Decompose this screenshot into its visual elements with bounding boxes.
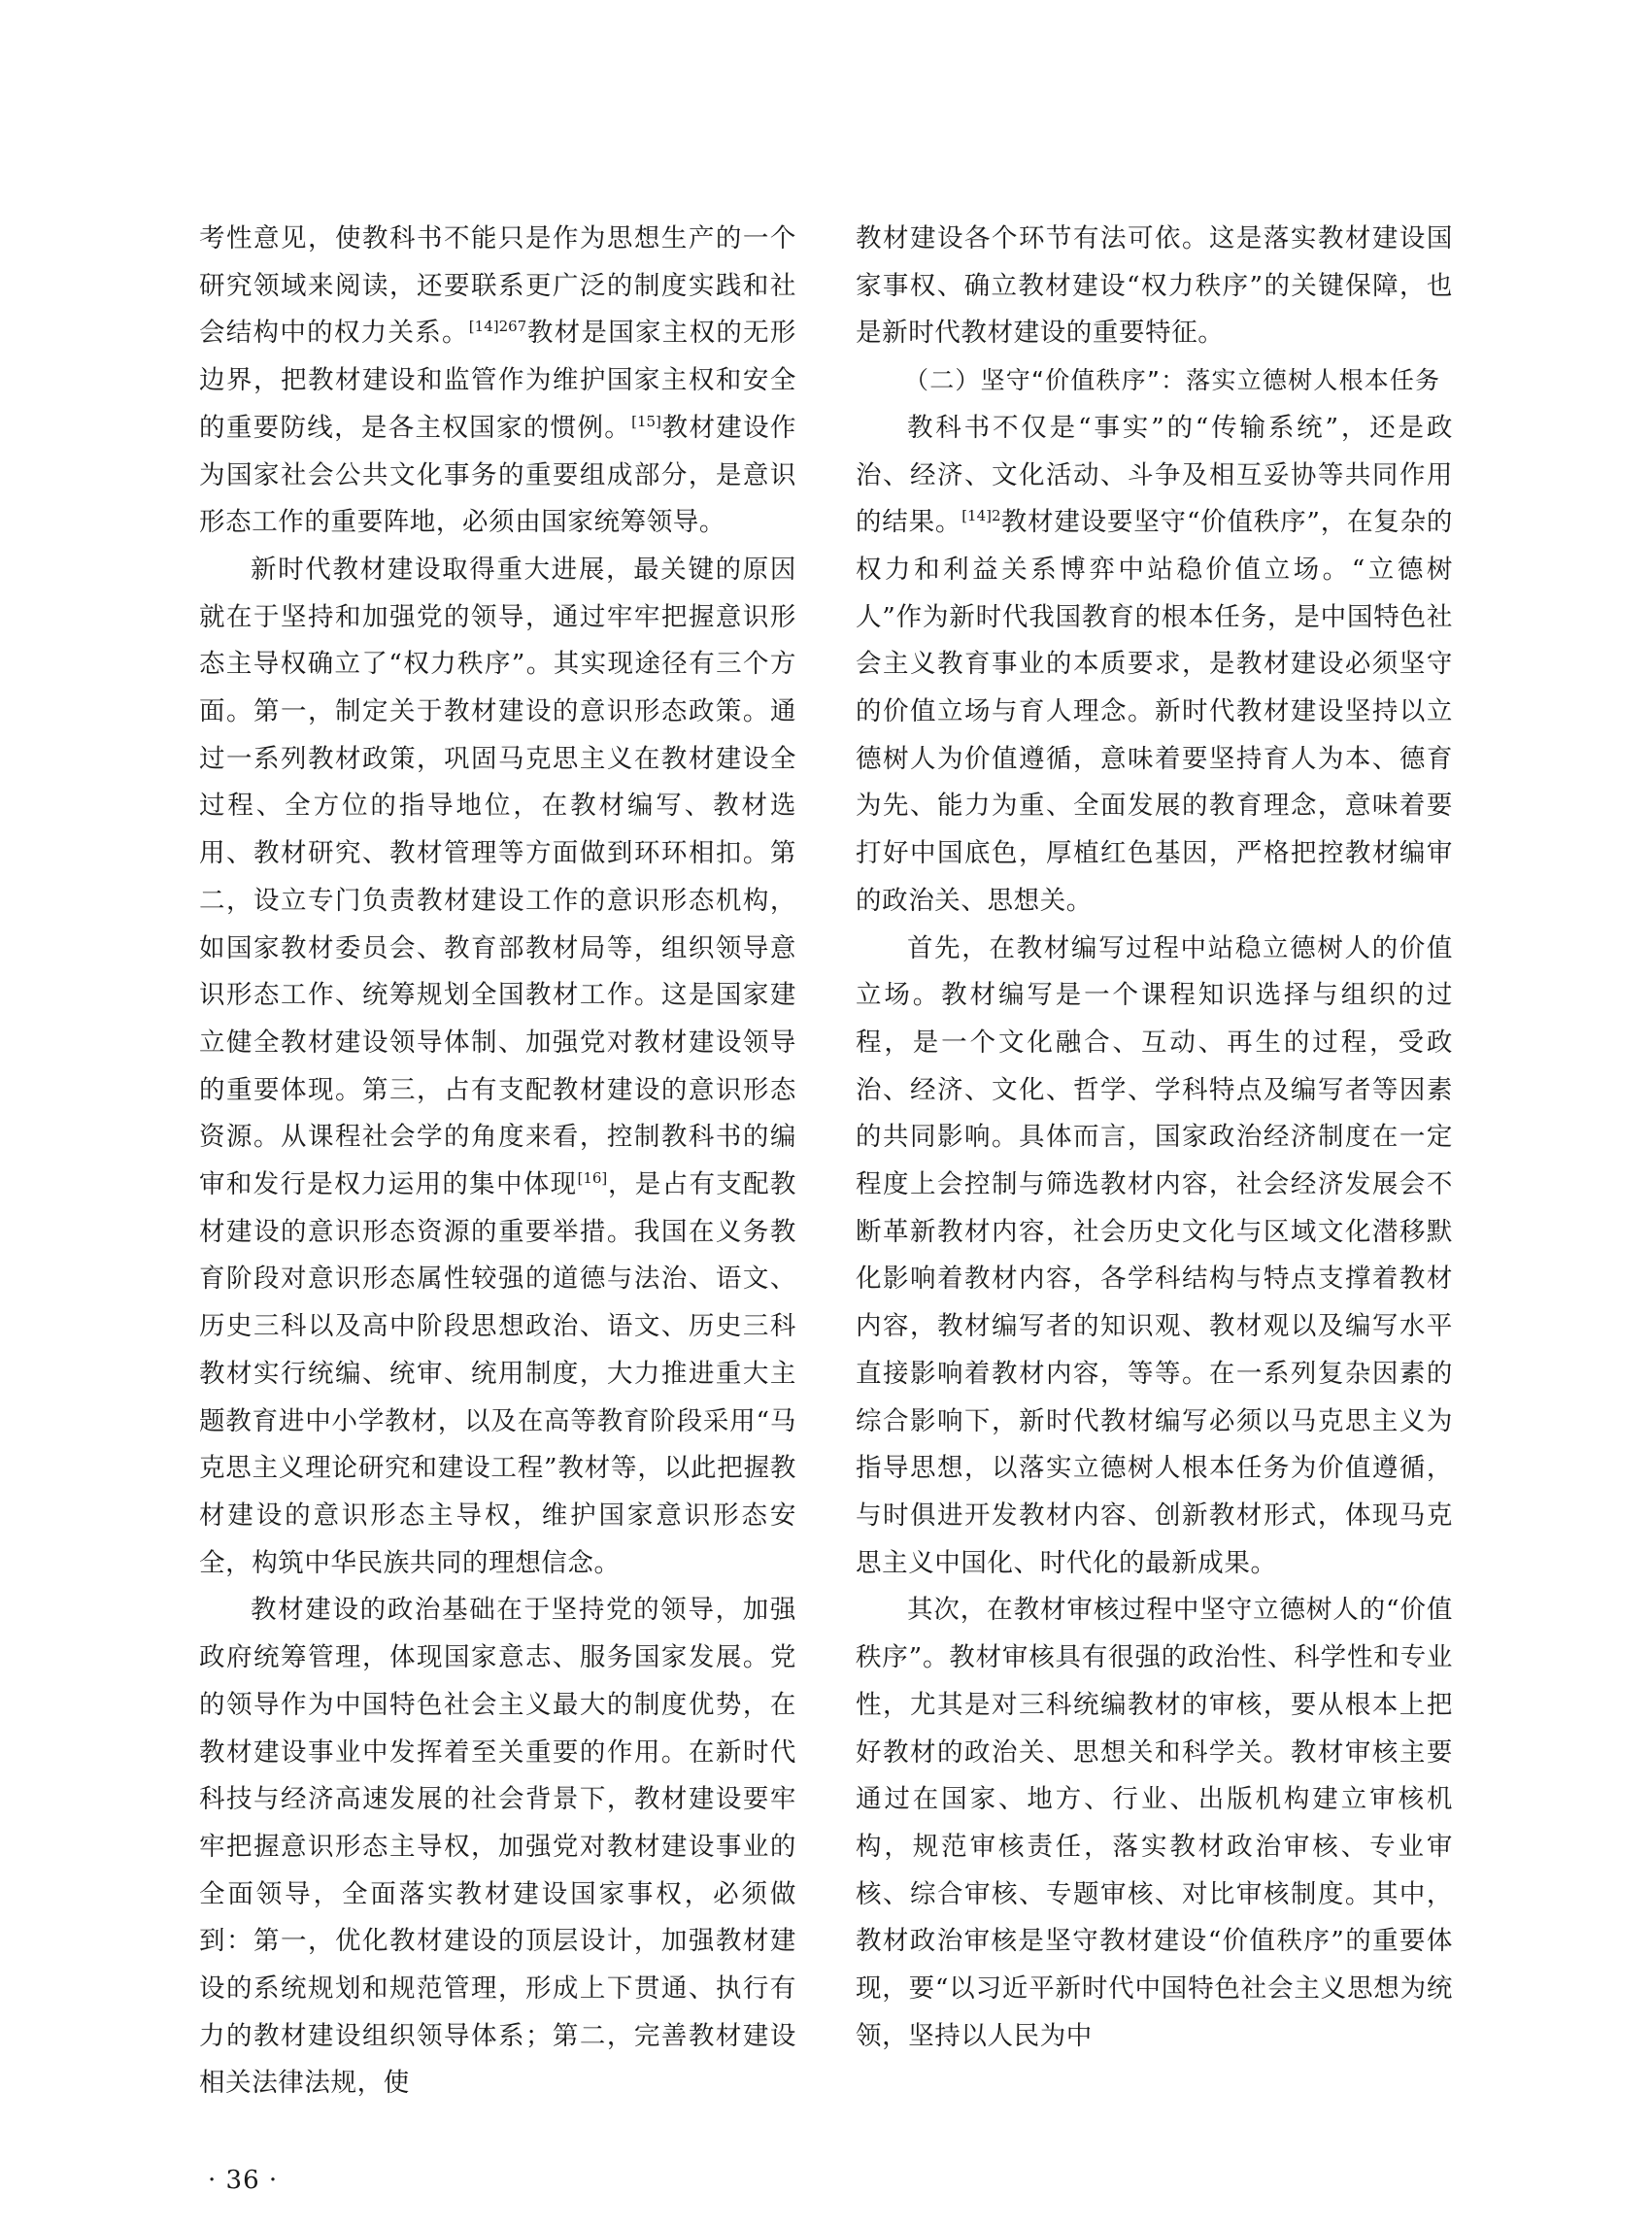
citation-marker: [14]2 [961, 507, 1001, 525]
paragraph: 首先，在教材编写过程中站稳立德树人的价值立场。教材编写是一个课程知识选择与组织的过程，是一个文化融合、互动、再生的过程，受政治、经济、文化、哲学、学科特点及编写者等因素的共同影响。具体而言，国家政治经济制度在一定程度上会控制与筛选教材内容，社会经济发展会不断革新教材内容，社会历史文化与区域文化潜移默化影响着教材内容，各学科结构与特点支撑着教材内容，教材编写者的知识观、教材观以及编写水平直接影响着教材内容，等等。在一系列复杂因素的综合影响下，新时代教材编写必须以马克思主义为指导思想，以落实立德树人根本任务为价值遵循，与时俱进开发教材内容、创新教材形式，体现马克思主义中国化、时代化的最新成果。 [856, 932, 1453, 1578]
paragraph: 教材建设各个环节有法可依。这是落实教材建设国家事权、确立教材建设“权力秩序”的关键保障，也是新时代教材建设的重要特征。 [856, 223, 1453, 349]
right-column [856, 216, 1453, 2060]
citation-marker: [14]267 [468, 318, 527, 336]
paragraph: 教材建设的政治基础在于坚持党的领导，加强政府统筹管理，体现国家意志、服务国家发展。党的领导作为中国特色社会主义最大的制度优势，在教材建设事业中发挥着至关重要的作用。在新时代科技与经济高速发展的社会背景下，教材建设要牢牢把握意识形态主导权，加强党对教材建设事业的全面领导，全面落实教材建设国家事权，必须做到：第一，优化教材建设的顶层设计，加强教材建设的系统规划和规范管理，形成上下贯通、执行有力的教材建设组织领导体系；第二，完善教材建设相关法律法规，使 [199, 1595, 796, 2099]
paragraph: 新时代教材建设取得重大进展，最关键的原因就在于坚持和加强党的领导，通过牢牢把握意识形态主导权确立了“权力秩序”。其实现途径有三个方面。第一，制定关于教材建设的意识形态政策。通过一系列教材政策，巩固马克思主义在教材建设全过程、全方位的指导地位，在教材编写、教材选用、教材研究、教材管理等方面做到环环相扣。第二，设立专门负责教材建设工作的意识形态机构，如国家教材委员会、教育部教材局等，组织领导意识形态工作、统筹规划全国教材工作。这是国家建立健全教材建设领导体制、加强党对教材建设领导的重要体现。第三，占有支配教材建设的意识形态资源。从课程社会学的角度来看，控制教科书的编审和发行是权力运用的集中体现[16]，是占有支配教材建设的意识形态资源的重要举措。我国在义务教育阶段对意识形态属性较强的道德与法治、语文、历史三科以及高中阶段思想政治、语文、历史三科教材实行统编、统审、统用制度，大力推进重大主题教育进中小学教材，以及在高等教育阶段采用“马克思主义理论研究和建设工程”教材等，以此把握教材建设的意识形态主导权，维护国家意识形态安全，构筑中华民族共同的理想信念。 [199, 554, 796, 1578]
paragraph: 考性意见，使教科书不能只是作为思想生产的一个研究领域来阅读，还要联系更广泛的制度实践和社会结构中的权力关系。$^{[14]267}$教材是国家主权的无形边界，把教材建设和监管作为维护国家主权和安全的重要防线，是各主权国家的惯例。[15]教材建设作为国家社会公共文化事务的重要组成部分，是意识形态工作的重要阵地，必须由国家统筹领导。 [199, 223, 797, 538]
citation-marker: [15] [631, 412, 661, 430]
section-heading: （二）坚守“价值秩序”：落实立德树人根本任务 [904, 366, 1441, 395]
left-column [199, 216, 796, 2107]
paragraph: 教科书不仅是“事实”的“传输系统”，还是政治、经济、文化活动、斗争及相互妥协等共同作用的结果。$^{[14]2}$教材建设要坚守“价值秩序”，在复杂的权力和利益关系博弈中站稳价值立场。“立德树人”作为新时代我国教育的根本任务，是中国特色社会主义教育事业的本质要求，是教材建设必须坚守的价值立场与育人理念。新时代教材建设坚持以立德树人为价值遵循，意味着要坚持育人为本、德育为先、能力为重、全面发展的教育理念，意味着要打好中国底色，厚植红色基因，严格把控教材编审的政治关、思想关。 [856, 412, 1453, 916]
page-number: · 36 · [208, 2166, 279, 2195]
paragraph: 其次，在教材审核过程中坚守立德树人的“价值秩序”。教材审核具有很强的政治性、科学性和专业性，尤其是对三科统编教材的审核，要从根本上把好教材的政治关、思想关和科学关。教材审核主要通过在国家、地方、行业、出版机构建立审核机构，规范审核责任，落实教材政治审核、专业审核、综合审核、专题审核、对比审核制度。其中，教材政治审核是坚守教材建设“价值秩序”的重要体现，要“以习近平新时代中国特色社会主义思想为统领，坚持以人民为中 [856, 1595, 1453, 2051]
citation-marker: [16] [577, 1169, 608, 1188]
